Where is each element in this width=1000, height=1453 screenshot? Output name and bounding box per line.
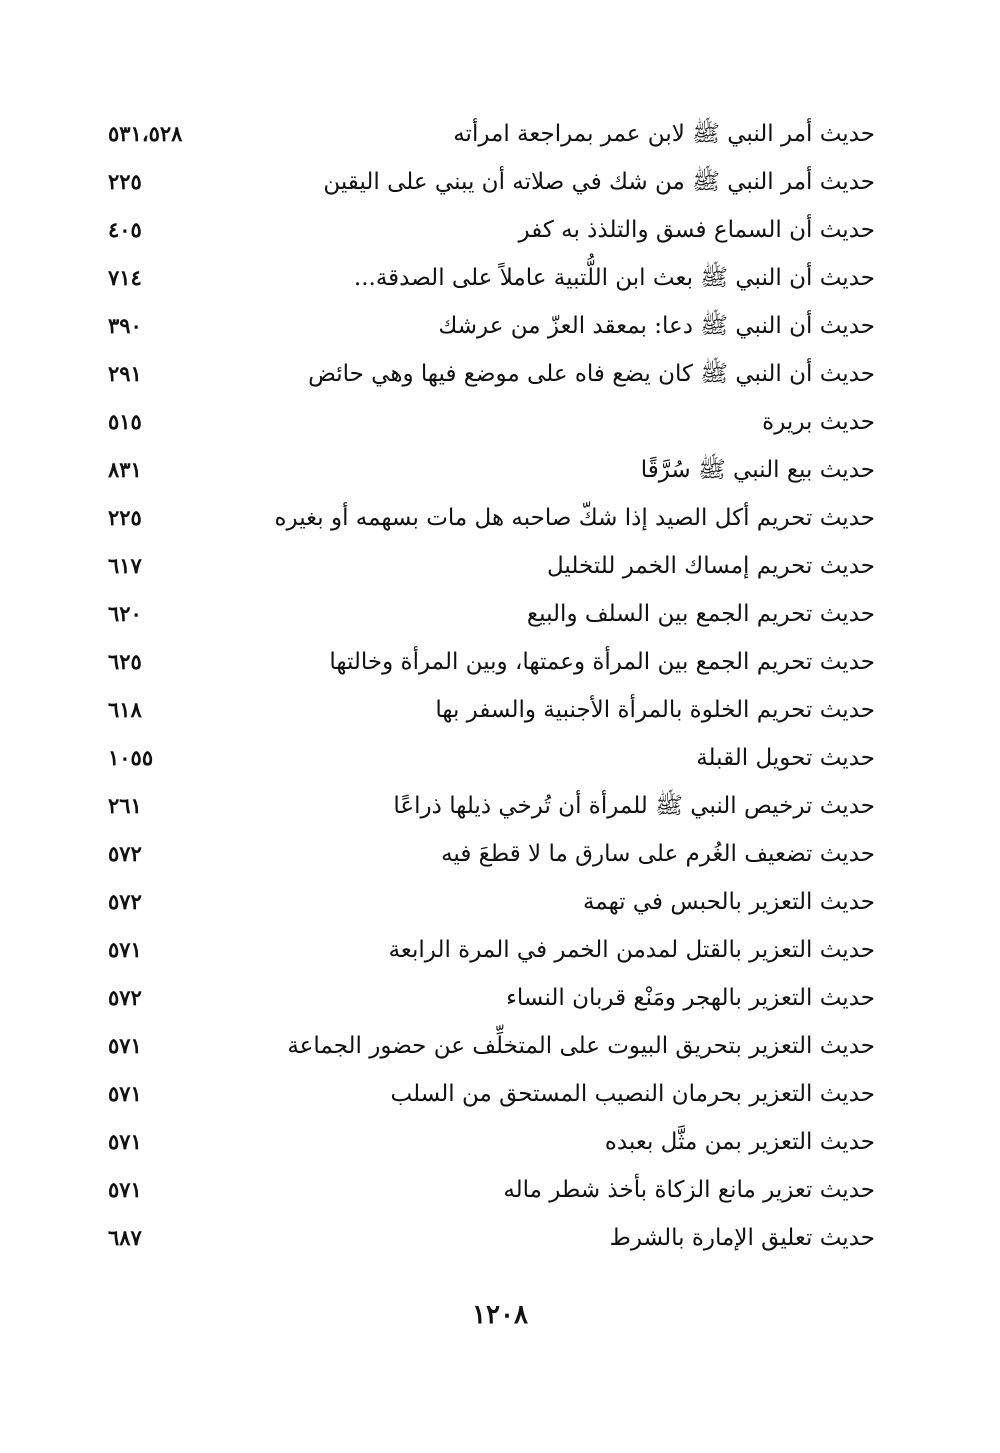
entry-title: حديث تحريم إمساك الخمر للتخليل (547, 553, 875, 579)
entry-page-refs: ٦١٧ (108, 553, 142, 578)
entry-page-refs: ٥٧١ (108, 1033, 142, 1058)
entry-title: حديث أن النبي ﷺ كان يضع فاه على موضع فيها وهي حائض (308, 361, 875, 387)
entry-page-refs: ٥٧٢ (108, 985, 142, 1010)
index-entry (100, 446, 875, 494)
entry-title: حديث أن النبي ﷺ دعا: بمعقد العزّ من عرشك (438, 313, 875, 339)
index-entry (100, 878, 875, 926)
index-entry (100, 1118, 875, 1166)
entry-title: حديث التعزير بحرمان النصيب المستحق من السلب (390, 1081, 875, 1107)
entry-page-refs: ٥٧٢ (108, 889, 142, 914)
entry-page-refs: ٥٧١ (108, 937, 142, 962)
index-entry (100, 350, 875, 398)
index-entry (100, 158, 875, 206)
entry-page-refs: ٢٦١ (108, 793, 142, 818)
index-entry (100, 1070, 875, 1118)
entry-page-refs: ٦٢٥ (108, 649, 142, 674)
entry-page-refs: ٦٨٧ (108, 1225, 142, 1250)
index-entry (100, 206, 875, 254)
entry-title: حديث تحريم الجمع بين المرأة وعمتها، وبين المرأة وخالتها (329, 649, 875, 675)
entry-page-refs: ٢٢٥ (108, 505, 142, 530)
entry-page-refs: ٤٠٥ (108, 217, 142, 242)
entry-title: حديث أمر النبي ﷺ من شك في صلاته أن يبني على اليقين (323, 169, 875, 195)
entry-title: حديث تعليق الإمارة بالشرط (609, 1225, 875, 1251)
entry-title: حديث التعزير بالهجر ومَنْع قربان النساء (506, 985, 875, 1011)
entry-title: حديث أن النبي ﷺ بعث ابن اللُّتبية عاملاً على الصدقة... (353, 265, 875, 291)
entry-page-refs: ٨٣١ (108, 457, 142, 482)
index-entry (100, 542, 875, 590)
entry-title: حديث بريرة (762, 409, 875, 435)
entry-page-refs: ١٠٥٥ (108, 745, 154, 770)
entry-title: حديث ترخيص النبي ﷺ للمرأة أن تُرخي ذيلها ذراعًا (393, 793, 875, 819)
entry-title: حديث أمر النبي ﷺ لابن عمر بمراجعة امرأته (453, 121, 875, 147)
entry-page-refs: ٦١٨ (108, 697, 142, 722)
entry-title: حديث تحريم الخلوة بالمرأة الأجنبية والسفر بها (435, 697, 875, 723)
entry-page-refs: ٥٧١ (108, 1081, 142, 1106)
entry-page-refs: ٥٧٢ (108, 841, 142, 866)
entry-title: حديث أن السماع فسق والتلذذ به كفر (518, 217, 875, 243)
index-entry (100, 302, 875, 350)
index-entry (100, 638, 875, 686)
page-number: ١٢٠٨ (472, 1300, 528, 1330)
entry-title: حديث التعزير بالقتل لمدمن الخمر في المرة الرابعة (388, 937, 875, 963)
index-entry (100, 686, 875, 734)
entry-page-refs: ٢٢٥ (108, 169, 142, 194)
entry-page-refs: ٢٩١ (108, 361, 142, 386)
entry-title: حديث التعزير بالحبس في تهمة (582, 889, 875, 915)
entry-page-refs: ٣٩٠ (108, 313, 142, 338)
hadith-index-list (100, 110, 875, 1262)
entry-page-refs: ٥١٥ (108, 409, 142, 434)
index-entry (100, 494, 875, 542)
index-entry (100, 1214, 875, 1262)
entry-page-refs: ٥٧١ (108, 1177, 142, 1202)
entry-page-refs: ٥٣١،٥٢٨ (108, 121, 183, 146)
index-entry (100, 398, 875, 446)
index-entry (100, 1022, 875, 1070)
index-entry (100, 830, 875, 878)
entry-title: حديث تحريم الجمع بين السلف والبيع (526, 601, 875, 627)
index-entry (100, 974, 875, 1022)
index-entry (100, 782, 875, 830)
index-entry (100, 254, 875, 302)
entry-page-refs: ٥٧١ (108, 1129, 142, 1154)
entry-title: حديث بيع النبي ﷺ سُرَّقًا (640, 457, 875, 483)
entry-title: حديث تحريم أكل الصيد إذا شكّ صاحبه هل مات بسهمه أو بغيره (274, 505, 875, 531)
index-entry (100, 926, 875, 974)
index-entry (100, 110, 875, 158)
entry-title: حديث التعزير بتحريق البيوت على المتخلِّف عن حضور الجماعة (287, 1033, 875, 1059)
entry-title: حديث تحويل القبلة (696, 745, 875, 771)
entry-page-refs: ٦٢٠ (108, 601, 142, 626)
entry-page-refs: ٧١٤ (108, 265, 142, 290)
entry-title: حديث تضعيف الغُرم على سارق ما لا قطعَ فيه (441, 841, 875, 867)
entry-title: حديث التعزير بمن مثَّل بعبده (604, 1129, 875, 1155)
entry-title: حديث تعزير مانع الزكاة بأخذ شطر ماله (503, 1177, 875, 1203)
index-entry (100, 1166, 875, 1214)
index-entry (100, 590, 875, 638)
index-entry (100, 734, 875, 782)
